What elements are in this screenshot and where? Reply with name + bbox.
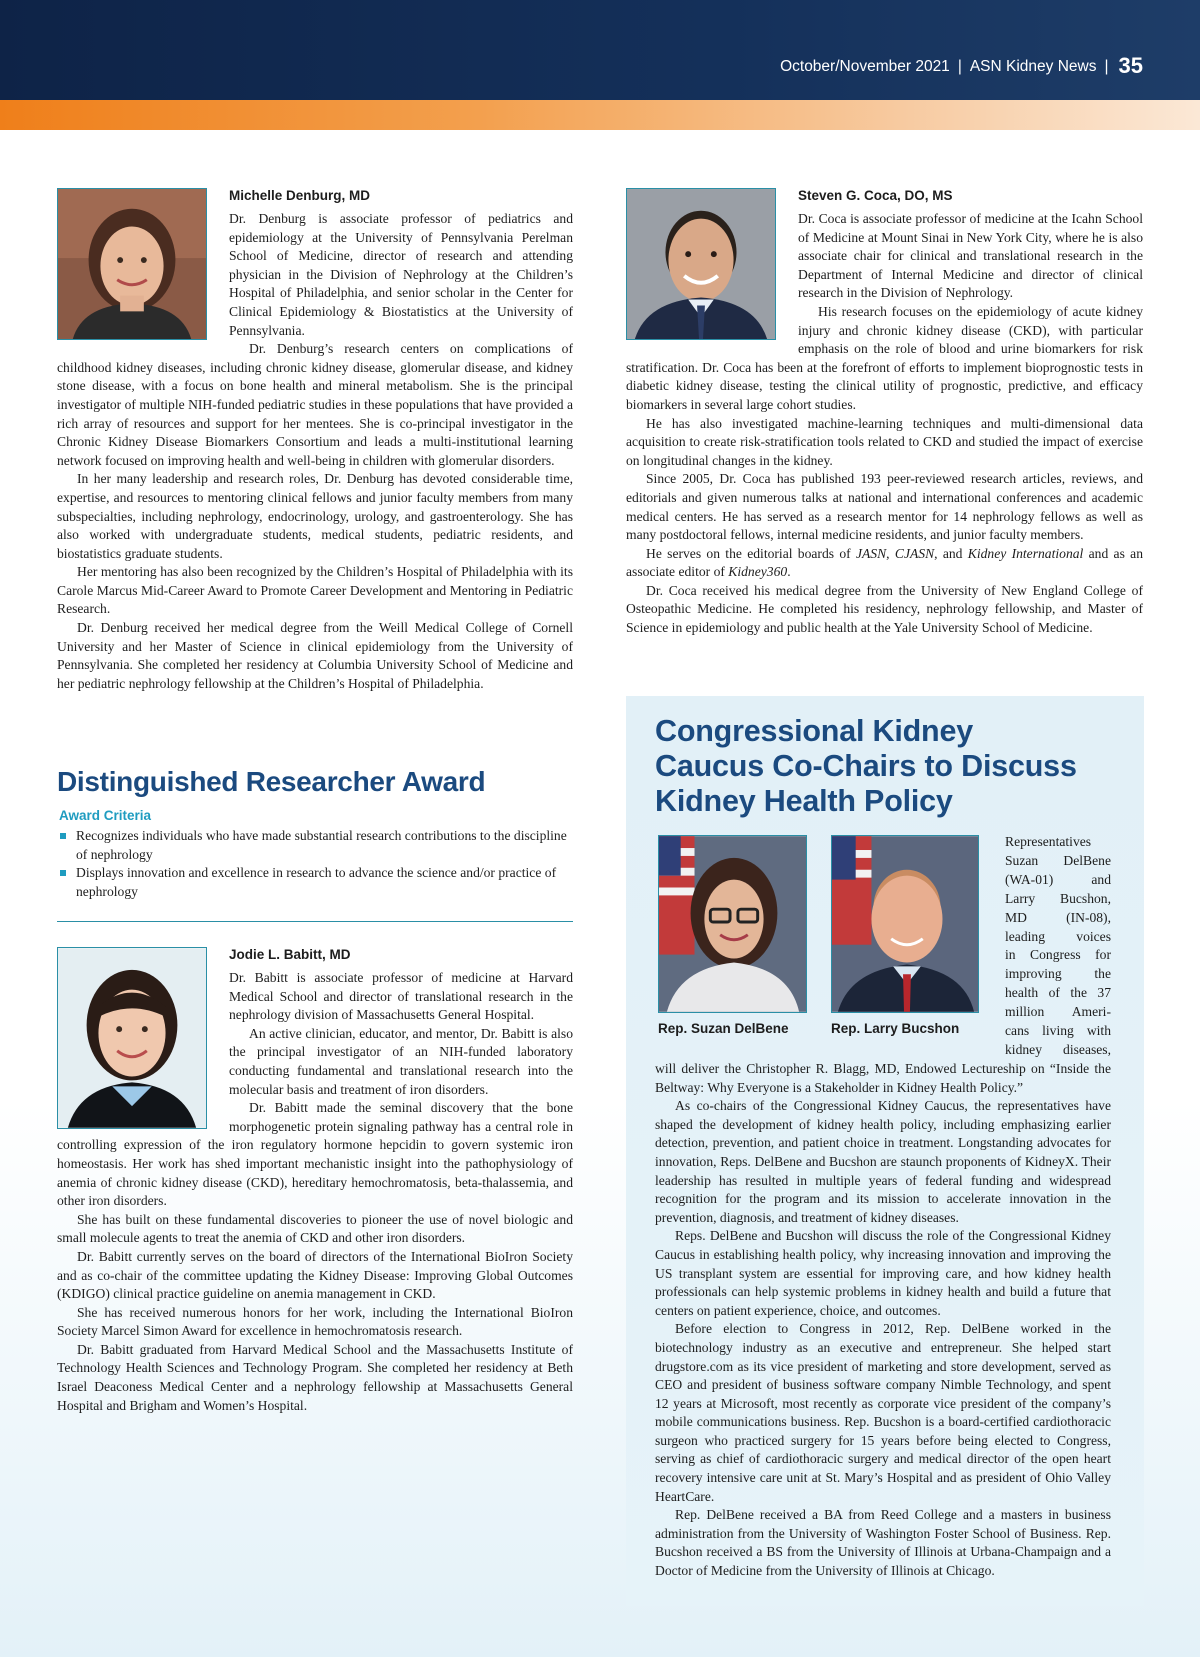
bucshon-caption: Rep. Larry Bucshon — [831, 1021, 960, 1036]
denburg-profile — [57, 188, 573, 693]
publication-name: ASN Kidney News — [969, 58, 1097, 75]
coca-name: Steven G. Coca, DO, MS — [798, 188, 953, 203]
denburg-paragraph-4: Her mentoring has also been recognized by the Children’s Hospital of Philadelphia with its Carole Marcus Mid-Career Award to Promote Career Development and Mentoring in Pediatric Research. — [57, 564, 573, 617]
journal-name: Kidney360 — [728, 564, 788, 580]
babitt-paragraph-7: Dr. Babitt graduated from Harvard Medical School and the Massachusetts Institute of Technology Health Sciences and Technology Program. She completed her residency at Beth Israel Deaconess Medical Center and a nephrology fellowship at Massachusetts General Hospital and Brigham and Women’s Hospital. — [57, 1341, 573, 1413]
caucus-body — [655, 1060, 1111, 1581]
coca-editorial-paragraph: He serves on the editorial boards of JASN, CJASN, and Kidney International and as an associate editor of Kidney360. — [626, 545, 1144, 580]
coca-paragraph-1: Dr. Coca is associate professor of medicine at the Icahn School of Medicine at Mount Sinai in New York City, where he is also associate chair for clinical and translational research in the Department of Internal Medicine and director of clinical research in the Division of Nephrology. — [798, 211, 1143, 301]
header-folio — [780, 54, 1143, 80]
denburg-paragraph-3: In her many leadership and research roles, Dr. Denburg has devoted considerable time, expertise, and resources to mentoring clinical fellows and junior faculty members from many subspecialties, including nephrology, endocrinology, urology, and gastroenterology. She has also worked with undergraduate students, medical students, pediatric residents, and biostatistics graduate students. — [57, 471, 573, 561]
coca-portrait-photo — [626, 188, 776, 340]
babitt-paragraph-2: An active clinician, educator, and mentor, Dr. Babitt is also the principal investigator of an NIH-funded laboratory conducting fundamental and translational research into the molecular basis and treatment of iron disorders. — [229, 1025, 573, 1097]
coca-paragraph-4: Since 2005, Dr. Coca has published 193 peer-reviewed research articles, reviews, and editorials and given numerous talks at national and international conferences and academic medical centers. He has served as a research mentor for 14 nephrology fellows as well as many postdoctoral fellows, internal medicine residents, and junior faculty members. — [626, 471, 1143, 543]
babitt-portrait-photo — [57, 947, 207, 1129]
caucus-sidebar-box — [626, 696, 1144, 1606]
delbene-caption: Rep. Suzan DelBene — [658, 1021, 789, 1036]
award-criteria-heading: Award Criteria — [59, 808, 152, 823]
journal-name: Kidney International — [967, 545, 1084, 561]
denburg-paragraph-1: Dr. Denburg is associate professor of pediatrics and epidemiology at the University of Pennsylvania Perelman School of Medicine, director of research and attending physician in the Division of Nephrology at the Children’s Hospital of Philadelphia, and senior scholar in the Center for Clinical Epidemiology & Biostatistics at the University of Pennsylvania. — [229, 211, 573, 338]
coca-paragraph-6: Dr. Coca received his medical degree from the University of New England College of Osteopathic Medicine. He completed his residency, nephrology fellowship, and Master of Science in epidemiology and public health at the Yale University School of Medicine. — [626, 582, 1143, 636]
denburg-portrait-photo — [57, 188, 207, 340]
babitt-paragraph-4: She has built on these fundamental discoveries to pioneer the use of novel biologic and small molecule agents to treat the anemia of CKD and other iron disorders. — [57, 1211, 573, 1246]
denburg-paragraph-5: Dr. Denburg received her medical degree from the Weill Medical College of Cornell University and her Master of Science in clinical epidemiology from the University of Pennsylvania. She completed her residency at Columbia University School of Medicine and her pediatric nephrology fellowship at the Children’s Hospital of Philadelphia. — [57, 620, 573, 691]
header-separator-2: | — [1104, 58, 1109, 75]
delbene-portrait-photo — [658, 835, 807, 1013]
babitt-paragraph-5: Dr. Babitt currently serves on the board of directors of the International BioIron Society and as co-chair of the committee updating the Kidney Disease: Improving Global Outcomes (KDIGO) clinical practice guideline on anemia management in CKD. — [57, 1248, 573, 1302]
square-bullet-icon — [60, 833, 66, 839]
section-divider — [57, 921, 573, 922]
journal-name: CJASN — [894, 545, 935, 561]
babitt-paragraph-1: Dr. Babitt is associate professor of medicine at Harvard Medical School and director of translational research in the nephrology division of Massachusetts General Hospital. — [229, 970, 573, 1023]
page-number: 35 — [1118, 53, 1143, 78]
page-header — [0, 0, 1200, 100]
square-bullet-icon — [60, 870, 66, 876]
award-title: Distinguished Researcher Award — [57, 766, 486, 797]
coca-paragraph-2: His research focuses on the epidemiology of acute kidney injury and chronic kidney disease (CKD), with particular emphasis on the role of blood and urine biomarkers for risk stratification. Dr. Coca has been at the forefront of efforts to implement bioprognostic tests in diabetic kidney disease, testing the clinical utility of prognostic, predictive, and efficacy biomarkers in several large cohort studies. — [626, 303, 1143, 412]
denburg-paragraph-2: Dr. Denburg’s research centers on complications of childhood kidney diseases, including chronic kidney disease, glomerular disease, and kidney stone disease, with a focus on bone health and mineral metabolism. She is the principal investigator of multiple NIH-funded pediatric studies in these populations that have provided a rich array of resources and support for her mentees. She is co-principal investigator in the Chronic Kidney Disease Biomarkers Consortium and leads a multi-institutional learning network focused on improving health and well-being in children with glomerular disorders. — [57, 341, 573, 468]
denburg-name: Michelle Denburg, MD — [229, 188, 371, 203]
caucus-paragraph-3: Before election to Congress in 2012, Rep. DelBene worked in the biotechnology industry as an executive and entrepreneur. She helped start drugstore.com as its vice president of marketing and store development, served as CEO and president of business software company Nimble Technology, and spent 12 years at Microsoft, most recently as corporate vice president of the company’s mobile communications business. Rep. Bucshon is a board-certified cardiothoracic surgeon who practiced surgery for 15 years before being elected to Congress, serving as chief of cardiothoracic surgery and medical director of the open heart recovery intensive care unit at St. Mary’s Hospital and as president of Ohio Valley HeartCare. — [655, 1321, 1111, 1504]
orange-accent-band — [0, 100, 1200, 130]
caucus-title-block — [655, 714, 1125, 819]
criteria-item: Displays innovation and excellence in research to advance the science and/or practice of nephrology — [57, 864, 573, 901]
journal-name: JASN — [855, 545, 887, 561]
award-section — [57, 766, 573, 901]
coca-paragraph-3: He has also investigated machine-learning techniques and multi-dimensional data acquisition to create risk-stratification tools related to CKD and studied the impact of exercise on longitudinal changes in the kidney. — [626, 415, 1143, 468]
babitt-profile — [57, 947, 573, 1415]
caucus-paragraph-4: Rep. DelBene received a BA from Reed College and a masters in business administration from the University of Washington Foster School of Business. Rep. Bucshon received a BS from the University of Illinois at Urbana-Champaign and a Doctor of Medicine from the University of Illinois at Chicago. — [655, 1507, 1111, 1579]
babitt-name: Jodie L. Babitt, MD — [229, 947, 351, 962]
caucus-title: Congressional Kidney Caucus Co-Chairs to Discuss Kidney Health Policy — [655, 714, 1077, 818]
babitt-paragraph-3: Dr. Babitt made the seminal discovery that the bone morphogenetic protein signaling pathway has a central role in controlling expression of the iron regulatory hormone hepcidin to govern systemic iron homeostasis. Her work has shed important mechanistic insight into the pathophysiology of anemia of chronic kidney disease (CKD), hereditary hemochromatosis, beta-thalassemia, and other iron disorders. — [57, 1100, 573, 1209]
caucus-intro-wrap: Representatives Suzan DelBene (WA-01) and Larry Bucshon, MD (IN-08), leading voices in Congress for improving the health of the 37 million Ameri- cans living with kidney diseases, — [1005, 834, 1111, 1057]
babitt-paragraph-6: She has received numerous honors for her work, including the International BioIron Society Marcel Simon Award for excellence in hemochromatosis research. — [57, 1304, 573, 1339]
caucus-paragraph-1: As co-chairs of the Congressional Kidney Caucus, the representatives have shaped the development of kidney health policy, including emphasizing earlier detection, prevention, and patient choice in treatment. Longstanding advocates for innovation, Reps. DelBene and Bucshon are staunch proponents of KidneyX. Their leadership has resulted in multiple years of federal funding and widespread recognition for the program and its mission to accelerate innovation in the prevention, diagnosis, and treatment of kidney diseases. — [655, 1098, 1111, 1225]
award-criteria-list — [57, 827, 573, 901]
caucus-paragraph-2: Reps. DelBene and Bucshon will discuss the role of the Congressional Kidney Caucus in establishing health policy, why increasing innovation and improving the US transplant system are essential for improving care, and how kidney health professionals can help systemic problems in kidney health and build a future that centers on patient experience, choice, and outcomes. — [655, 1228, 1111, 1318]
criteria-item: Recognizes individuals who have made substantial research contributions to the discipline of nephrology — [57, 827, 573, 864]
header-separator: | — [957, 58, 962, 75]
coca-profile — [626, 188, 1143, 638]
caucus-intro-continuation: will deliver the Christopher R. Blagg, MD, Endowed Lectureship on “Inside the Beltway: Why Everyone is a Stakeholder in Kidney Health Policy.” — [655, 1061, 1111, 1095]
issue-date: October/November 2021 — [780, 58, 950, 75]
bucshon-portrait-photo — [831, 835, 979, 1013]
